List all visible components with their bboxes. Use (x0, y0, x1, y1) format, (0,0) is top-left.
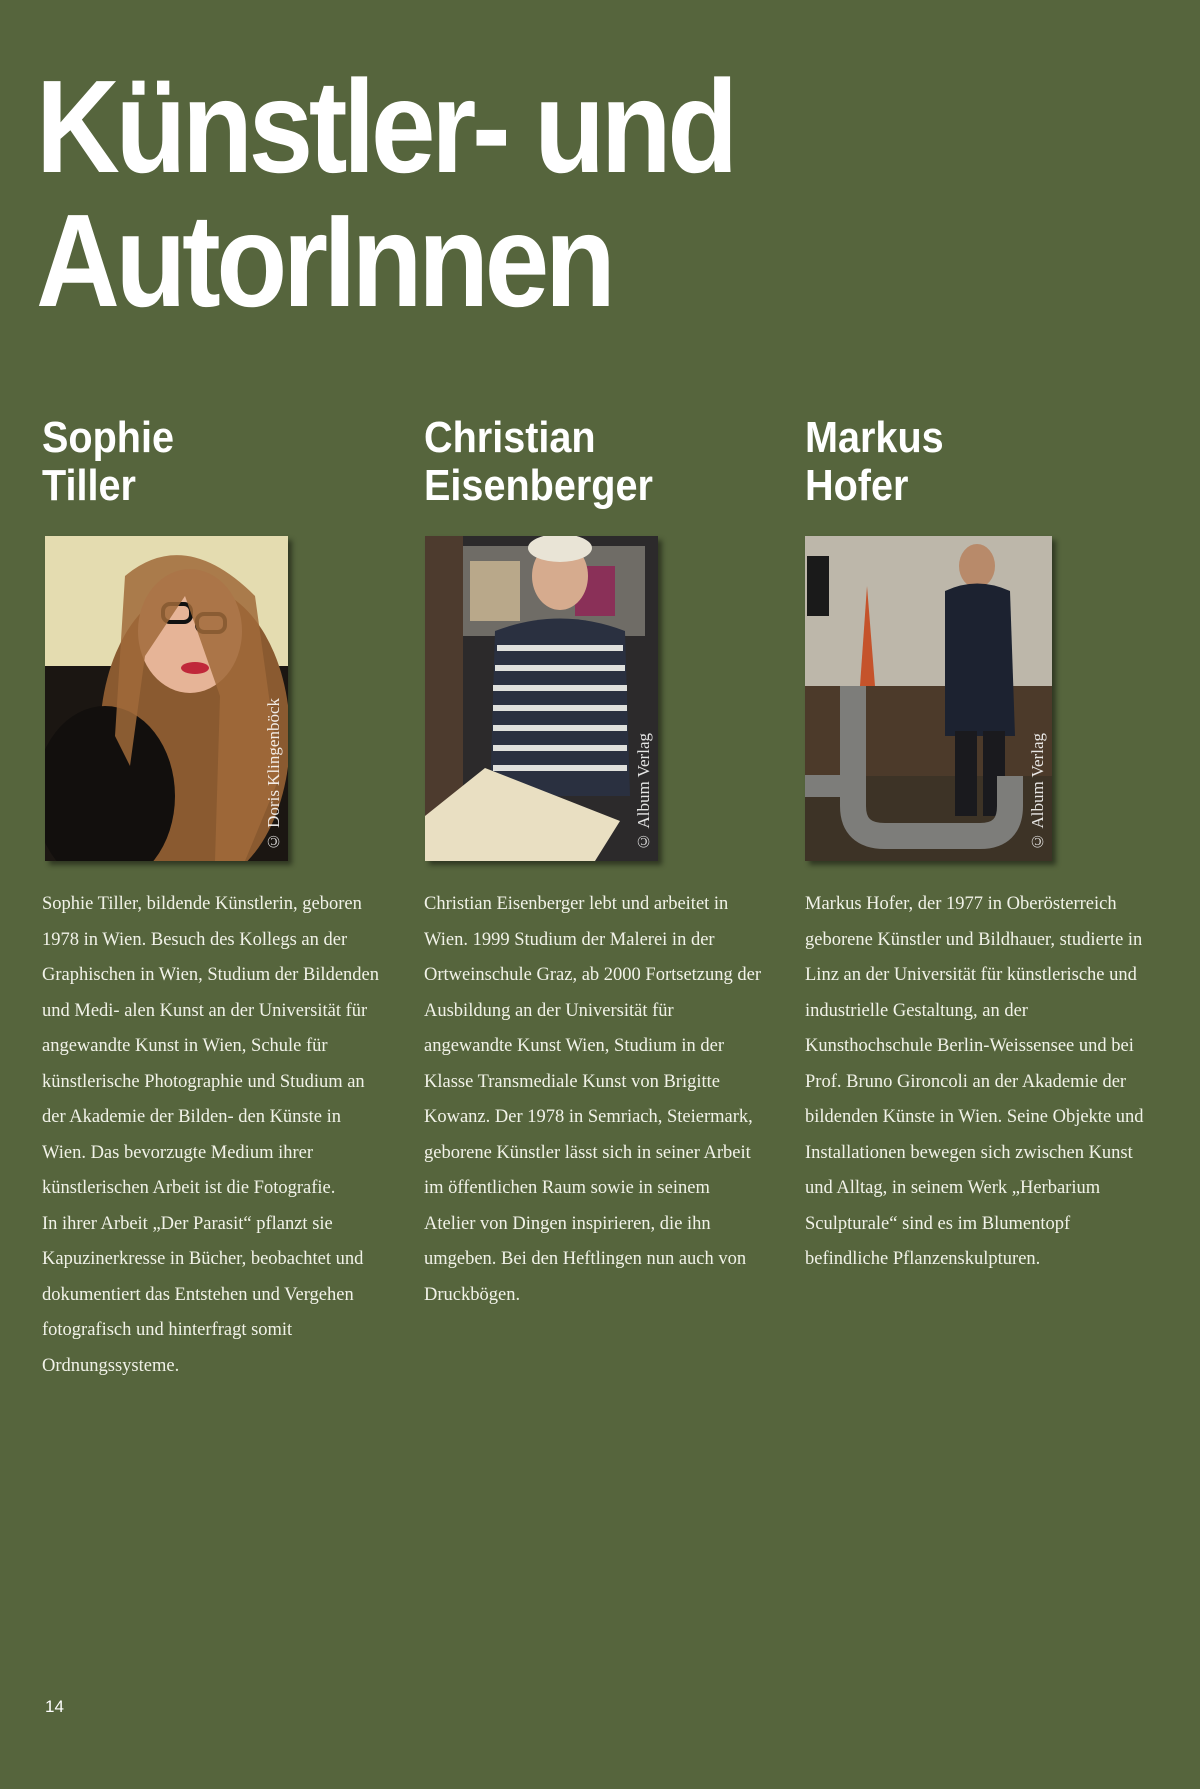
artist-name (805, 414, 1111, 510)
artist-name (424, 414, 730, 510)
artist-biography (424, 887, 764, 1313)
artist-first-name: Sophie (42, 413, 175, 462)
page-title-line-2: AutorInnen (36, 187, 612, 334)
artist-column-christian-eisenberger (424, 413, 764, 1305)
artist-first-name: Markus (805, 413, 944, 462)
artist-last-name: Eisenberger (424, 461, 653, 510)
artist-portrait-photo (425, 536, 658, 861)
artist-biography (42, 887, 382, 1384)
page-title (36, 53, 734, 334)
artist-portrait-photo (45, 536, 288, 861)
page-number: 14 (45, 1697, 64, 1716)
artist-biography (805, 887, 1145, 1278)
biography-paragraph: Markus Hofer, der 1977 in Oberösterreich geborene Künstler und Bildhauer, studierte in Linz an der Universität für künstlerische und industrielle Gestaltung, an der Kunsthochschule Berlin-Weissensee und bei Prof. Bruno Gironcoli an der Akademie der bildenden Künste in Wien. Seine Objekte und Installationen bewegen sich zwischen Kunst und Alltag, in seinem Werk „Herbarium Sculpturale“ sind es im Blumentopf befindliche Pflanzenskulpturen. (805, 894, 1144, 1269)
portrait-illustration (425, 536, 658, 861)
biography-paragraph: Christian Eisenberger lebt und arbeitet in Wien. 1999 Studium der Malerei in der Ortweinschule Graz, ab 2000 Fortsetzung der Ausbildung an der Universität für angewandte Kunst Wien, Studium in der Klasse Transmediale Kunst von Brigitte Kowanz. Der 1978 in Semriach, Steiermark, geborene Künstler lässt sich in seiner Arbeit im öffentlichen Raum sowie in seinem Atelier von Dingen inspirieren, die ihn umgeben. Bei den Heftlingen nun auch von Druckbögen. (424, 894, 762, 1305)
portrait-illustration (45, 536, 288, 861)
portrait-illustration (805, 536, 1052, 861)
biography-paragraph: In ihrer Arbeit „Der Parasit“ pflanzt sie Kapuzinerkresse in Bücher, beobachtet und dokumentiert das Entstehen und Vergehen fotografisch und hinterfragt somit Ordnungssysteme. (42, 1213, 364, 1376)
artist-last-name: Hofer (805, 461, 909, 510)
artist-column-markus-hofer (805, 413, 1145, 1269)
artist-name (42, 414, 348, 510)
biography-paragraph: Sophie Tiller, bildende Künstlerin, geboren 1978 in Wien. Besuch des Kollegs an der Graphischen in Wien, Studium der Bildenden und Medi- alen Kunst an der Universität für angewandte Kunst in Wien, Schule für künstlerische Photographie und Studium an der Akademie der Bilden- den Künste in Wien. Das bevorzugte Medium ihrer künstlerischen Arbeit ist die Fotografie. (42, 894, 379, 1198)
page-title-line-1: Künstler- und (36, 53, 734, 200)
photo-credit: © Album Verlag (1028, 733, 1047, 851)
photo-credit: © Album Verlag (634, 733, 653, 851)
artist-first-name: Christian (424, 413, 596, 462)
artist-portrait-photo (805, 536, 1052, 861)
photo-credit: © Doris Klingenböck (264, 697, 283, 851)
artist-last-name: Tiller (42, 461, 136, 510)
artist-column-sophie-tiller (42, 413, 382, 1376)
